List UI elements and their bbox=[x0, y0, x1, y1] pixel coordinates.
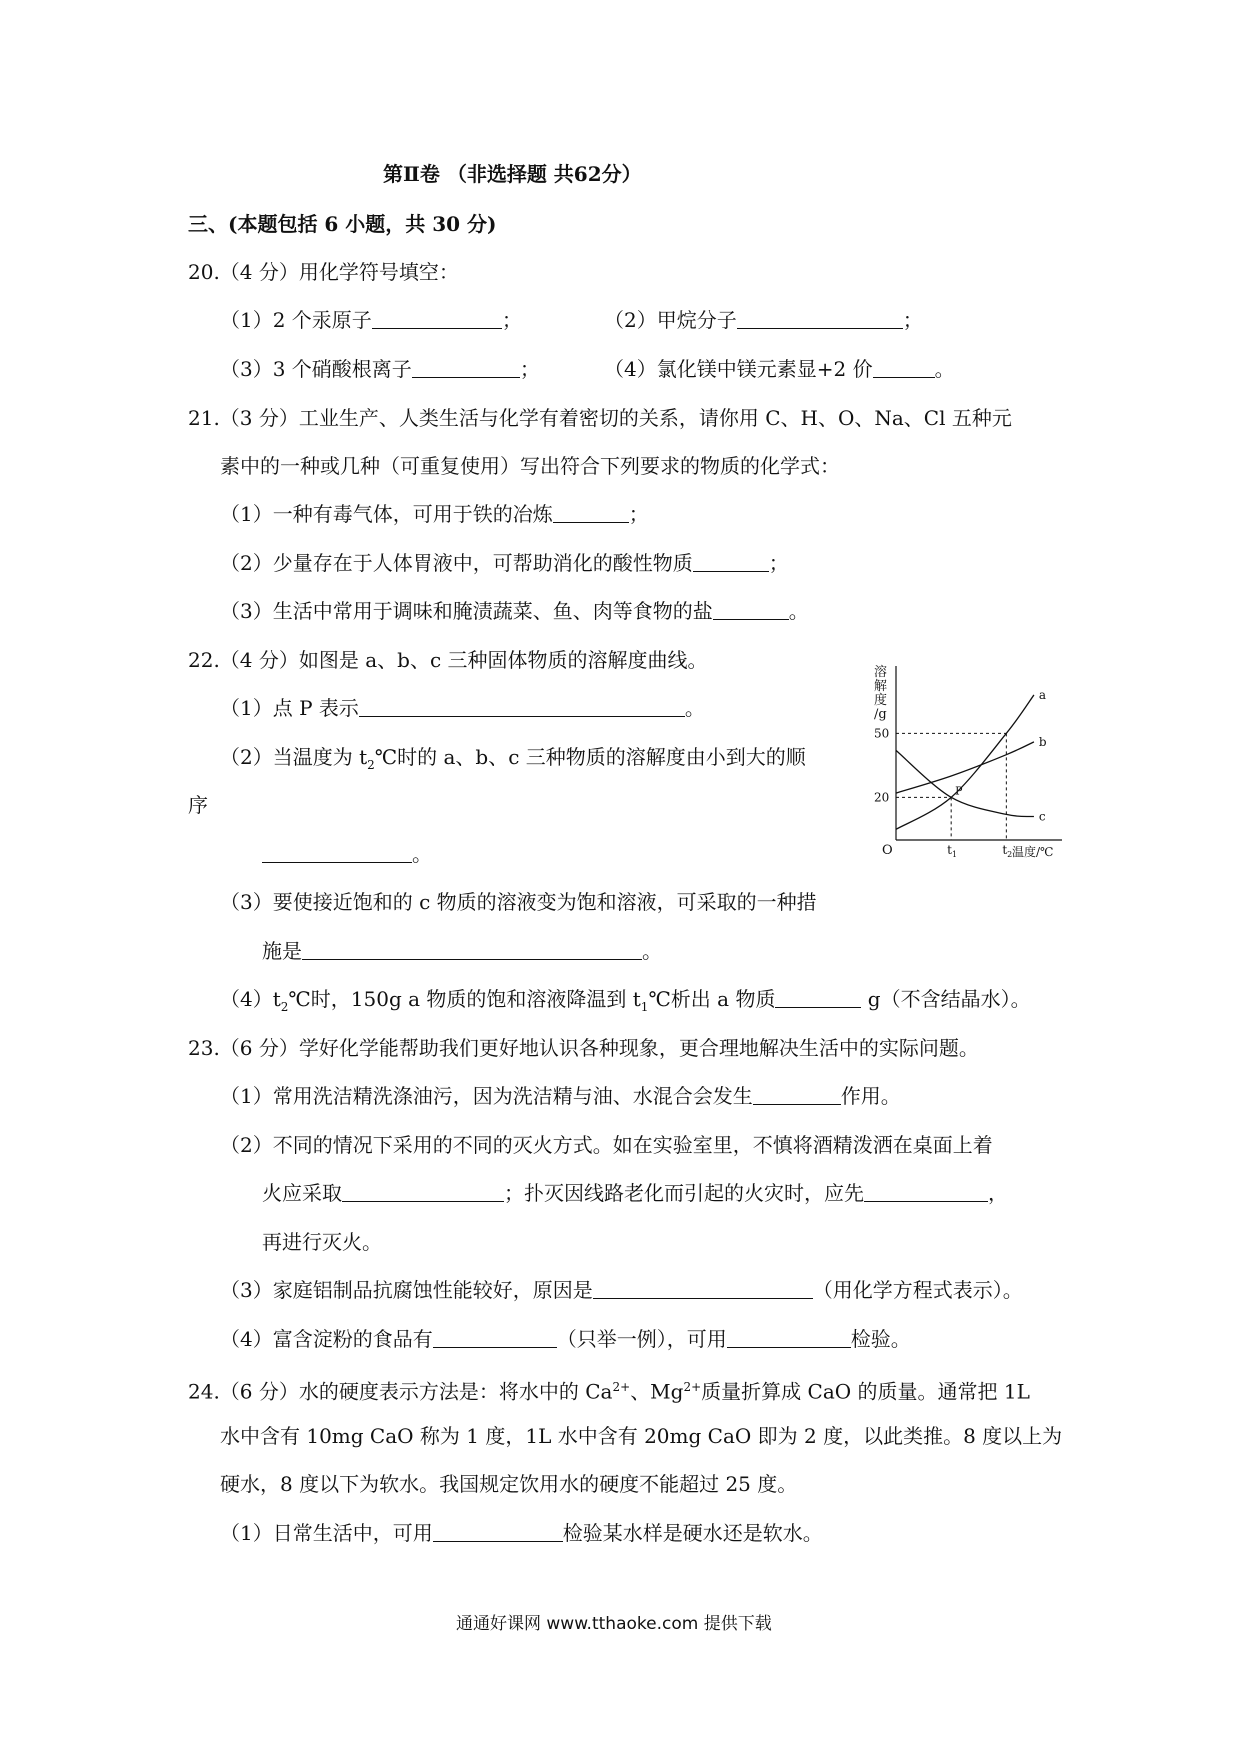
q21-part2: （2）少量存在于人体胃液中，可帮助消化的酸性物质 ； bbox=[220, 551, 789, 575]
answer-blank[interactable] bbox=[753, 1084, 841, 1105]
answer-blank[interactable] bbox=[433, 1521, 563, 1542]
answer-blank[interactable] bbox=[372, 308, 502, 329]
answer-blank[interactable] bbox=[873, 357, 935, 378]
q24-stem: 24.（6 分）水的硬度表示方法是：将水中的 $Ca^{2+}$、$Mg^{2+}$质量折算成 CaO 的质量。通常把 1L bbox=[188, 1379, 1030, 1404]
q24-stem-line3: 硬水，8 度以下为软水。我国规定饮用水的硬度不能超过 25 度。 bbox=[220, 1472, 798, 1496]
answer-blank[interactable] bbox=[693, 551, 769, 572]
footer-text: 通通好课网 www.tthaoke.com 提供下载 bbox=[456, 1614, 772, 1634]
q23-part2-cont: 火应采取 ；扑灭因线路老化而引起的火灾时，应先 ， bbox=[262, 1181, 1008, 1205]
part3-header: 三、(本题包括 6 小题，共 30 分) bbox=[188, 212, 497, 236]
answer-blank[interactable] bbox=[775, 987, 861, 1008]
y-tick-label: 20 bbox=[874, 790, 890, 805]
q20-part1: （1）2 个汞原子 ； bbox=[220, 308, 522, 332]
curve-b bbox=[896, 742, 1034, 793]
solubility-curve-chart bbox=[856, 660, 1066, 860]
y-tick-label: 50 bbox=[874, 726, 890, 741]
q24-stem-line2: 水中含有 10mg CaO 称为 1 度，1L 水中含有 20mg CaO 即为 2 度，以此类推。8 度以上为 bbox=[220, 1424, 1063, 1448]
q21-stem: 21.（3 分）工业生产、人类生活与化学有着密切的关系，请你用 C、H、O、Na、Cl 五种元 bbox=[188, 406, 1012, 430]
point-p-label: P bbox=[955, 784, 963, 798]
series-label-b: b bbox=[1038, 734, 1047, 749]
answer-blank[interactable] bbox=[262, 842, 412, 863]
y-axis-label: 溶解度/g bbox=[874, 665, 888, 722]
q21-part3: （3）生活中常用于调味和腌渍蔬菜、鱼、肉等食物的盐 。 bbox=[220, 599, 809, 623]
answer-blank[interactable] bbox=[593, 1278, 813, 1299]
answer-blank[interactable] bbox=[727, 1327, 851, 1348]
q22-part2-answer: 。 bbox=[262, 840, 432, 868]
q20-part2: （2）甲烷分子 ； bbox=[604, 308, 923, 332]
q22-part2: （2）当温度为 $t_2℃$时的 a、b、c 三种物质的溶解度由小到大的顺 bbox=[220, 745, 806, 772]
q20-stem: 20.（4 分）用化学符号填空： bbox=[188, 260, 459, 284]
q23-part2-end: 再进行灭火。 bbox=[262, 1230, 382, 1254]
q20-part4: （4）氯化镁中镁元素显+2 价 。 bbox=[604, 357, 955, 381]
x-tick-label-t1: $t_1$ bbox=[947, 843, 958, 859]
section-title: 第Ⅱ卷 （非选择题 共62分） bbox=[383, 162, 642, 186]
q22-part3: （3）要使接近饱和的 c 物质的溶液变为饱和溶液，可采取的一种措 bbox=[220, 890, 817, 914]
q22-part3-cont: 施是 。 bbox=[262, 939, 662, 963]
series-label-c: c bbox=[1038, 809, 1046, 824]
q23-part2: （2）不同的情况下采用的不同的灭火方式。如在实验室里，不慎将酒精泼洒在桌面上着 bbox=[220, 1133, 993, 1157]
curve-a bbox=[896, 695, 1034, 829]
q24-part1: （1）日常生活中，可用 检验某水样是硬水还是软水。 bbox=[220, 1521, 823, 1545]
x-axis-label: 温度/℃ bbox=[1012, 845, 1054, 859]
answer-blank[interactable] bbox=[302, 939, 642, 960]
q23-part1: （1）常用洗洁精洗涤油污，因为洗洁精与油、水混合会发生 作用。 bbox=[220, 1084, 901, 1108]
answer-blank[interactable] bbox=[342, 1181, 504, 1202]
q22-stem: 22.（4 分）如图是 a、b、c 三种固体物质的溶解度曲线。 bbox=[188, 648, 708, 672]
q22-part4: $(4)t_2℃$时，150g a 物质的饱和溶液降温到 $t_1℃$析出 a 物质 g（不含结晶水）。 bbox=[220, 987, 1031, 1014]
q20-part3: （3）3 个硝酸根离子 ； bbox=[220, 357, 540, 381]
q23-stem: 23.（6 分）学好化学能帮助我们更好地认识各种现象，更合理地解决生活中的实际问题。 bbox=[188, 1036, 979, 1060]
answer-blank[interactable] bbox=[412, 357, 520, 378]
answer-blank[interactable] bbox=[713, 599, 789, 620]
q23-part3: （3）家庭铝制品抗腐蚀性能较好，原因是 （用化学方程式表示）。 bbox=[220, 1278, 1023, 1302]
series-label-a: a bbox=[1038, 687, 1047, 702]
answer-blank[interactable] bbox=[737, 308, 903, 329]
q23-part4: （4）富含淀粉的食品有 （只举一例），可用 检验。 bbox=[220, 1327, 911, 1351]
q21-part1: （1）一种有毒气体，可用于铁的冶炼 ； bbox=[220, 502, 649, 526]
answer-blank[interactable] bbox=[359, 696, 685, 717]
answer-blank[interactable] bbox=[433, 1327, 557, 1348]
q22-part1: （1）点 P 表示 。 bbox=[220, 696, 705, 720]
q22-part2-cont: 序 bbox=[188, 793, 208, 817]
answer-blank[interactable] bbox=[864, 1181, 988, 1202]
answer-blank[interactable] bbox=[553, 502, 629, 523]
q21-stem-line2: 素中的一种或几种（可重复使用）写出符合下列要求的物质的化学式： bbox=[220, 454, 840, 478]
origin-label: O bbox=[882, 843, 893, 858]
x-tick-label-t2: $t_2$ bbox=[1002, 843, 1013, 859]
